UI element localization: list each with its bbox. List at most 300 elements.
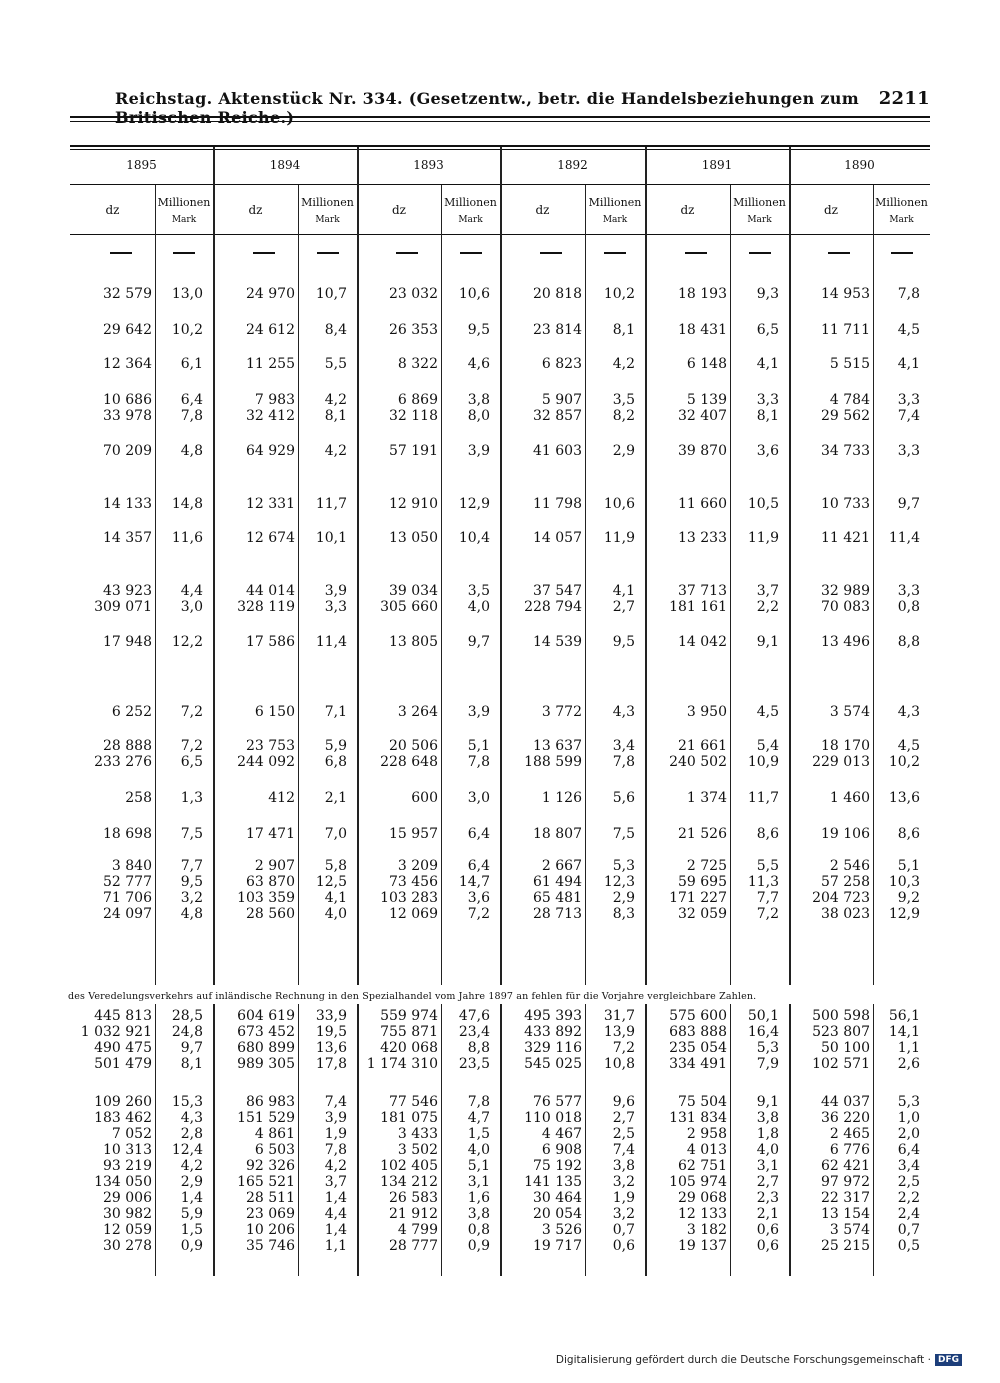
mark-value: 23,5 [458, 1056, 490, 1072]
dz-value: 29 562 [821, 408, 870, 424]
mark-value: 6,4 [467, 858, 490, 874]
dz-value: 76 577 [533, 1094, 582, 1110]
dz-value: 86 983 [246, 1094, 295, 1110]
dz-value: 309 071 [94, 599, 152, 615]
mark-value: 1,9 [324, 1126, 347, 1142]
dz-value: 70 083 [821, 599, 870, 615]
dz-value: 32 059 [678, 906, 727, 922]
mark-value: 9,2 [897, 890, 920, 906]
mark-value: 28,5 [171, 1008, 203, 1024]
mark-value: 9,3 [756, 286, 779, 302]
millionen-mark-header [298, 196, 357, 225]
dz-value: 32 118 [389, 408, 438, 424]
dz-value: 15 957 [389, 826, 438, 842]
mark-value: 4,3 [180, 1110, 203, 1126]
mark-value: 2,1 [324, 790, 347, 806]
mark-value: 7,8 [897, 286, 920, 302]
dz-value: 4 799 [397, 1222, 438, 1238]
dz-value: 12 133 [678, 1206, 727, 1222]
mark-value: 3,2 [612, 1174, 635, 1190]
dz-value: 23 069 [246, 1206, 295, 1222]
dz-value: 3 840 [111, 858, 152, 874]
dz-value: 17 586 [246, 634, 295, 650]
mark-value: 1,1 [897, 1040, 920, 1056]
dz-value: 24 097 [103, 906, 152, 922]
dz-value: 235 054 [669, 1040, 727, 1056]
millionen-label: Millionen [733, 196, 786, 209]
dz-value: 11 660 [678, 496, 727, 512]
mark-value: 12,2 [171, 634, 203, 650]
dz-value: 495 393 [524, 1008, 582, 1024]
dz-value: 73 456 [389, 874, 438, 890]
header-rule-thin [70, 121, 930, 122]
dz-value: 10 733 [821, 496, 870, 512]
mark-value: 3,1 [756, 1158, 779, 1174]
mark-label: Mark [458, 215, 483, 225]
mark-value: 8,6 [897, 826, 920, 842]
dz-value: 71 706 [103, 890, 152, 906]
mark-value: 1,1 [324, 1238, 347, 1254]
dz-value: 12 910 [389, 496, 438, 512]
dz-value: 29 068 [678, 1190, 727, 1206]
dz-value: 14 133 [103, 496, 152, 512]
mark-value: 8,2 [612, 408, 635, 424]
dz-value: 18 431 [678, 322, 727, 338]
header-title: Reichstag. Aktenstück Nr. 334. (Gesetzentw., betr. die Handelsbeziehungen zum [115, 89, 859, 108]
millionen-label: Millionen [588, 196, 642, 209]
mark-value: 31,7 [603, 1008, 635, 1024]
dz-value: 61 494 [533, 874, 582, 890]
dz-value: 131 834 [669, 1110, 727, 1126]
dz-value: 141 135 [524, 1174, 582, 1190]
mark-value: 14,7 [458, 874, 490, 890]
mark-value: 4,2 [324, 392, 347, 408]
year-header: 1891 [701, 158, 733, 172]
dfg-logo: DFG [935, 1354, 962, 1366]
mark-value: 2,4 [897, 1206, 920, 1222]
mark-value: 23,4 [458, 1024, 490, 1040]
dz-value: 12 674 [246, 530, 295, 546]
mark-value: 50,1 [747, 1008, 779, 1024]
dz-value: 17 948 [103, 634, 152, 650]
dz-value: 20 054 [533, 1206, 582, 1222]
dz-value: 11 421 [821, 530, 870, 546]
mark-value: 4,7 [467, 1110, 490, 1126]
mark-value: 4,4 [180, 583, 203, 599]
mark-value: 5,4 [756, 738, 779, 754]
dz-value: 4 784 [829, 392, 870, 408]
dz-value: 13 050 [389, 530, 438, 546]
mark-value: 1,5 [180, 1222, 203, 1238]
dz-value: 151 529 [237, 1110, 295, 1126]
dash-mark [173, 252, 195, 254]
dz-value: 28 888 [103, 738, 152, 754]
mark-value: 4,2 [324, 1158, 347, 1174]
mark-value: 3,2 [612, 1206, 635, 1222]
mark-value: 7,2 [180, 738, 203, 754]
mark-value: 7,8 [612, 754, 635, 770]
dz-value: 33 978 [103, 408, 152, 424]
dz-value: 32 989 [821, 583, 870, 599]
dz-value: 188 599 [524, 754, 582, 770]
mark-value: 4,3 [897, 704, 920, 720]
dz-value: 17 471 [246, 826, 295, 842]
mark-value: 3,7 [324, 1174, 347, 1190]
mark-value: 47,6 [458, 1008, 490, 1024]
dz-value: 3 574 [829, 704, 870, 720]
dz-value: 13 496 [821, 634, 870, 650]
dash-mark [317, 252, 339, 254]
mark-value: 10,7 [315, 286, 347, 302]
dz-value: 41 603 [533, 443, 582, 459]
mark-value: 4,2 [612, 356, 635, 372]
year-header: 1894 [269, 158, 301, 172]
dz-value: 680 899 [237, 1040, 295, 1056]
dz-value: 500 598 [812, 1008, 870, 1024]
dz-value: 10 686 [103, 392, 152, 408]
mark-label: Mark [889, 215, 914, 225]
mark-value: 4,8 [180, 443, 203, 459]
dz-value: 328 119 [237, 599, 295, 615]
dz-value: 29 642 [103, 322, 152, 338]
dz-value: 228 794 [524, 599, 582, 615]
mark-value: 5,8 [324, 858, 347, 874]
dz-value: 6 823 [541, 356, 582, 372]
dz-value: 673 452 [237, 1024, 295, 1040]
dz-value: 28 777 [389, 1238, 438, 1254]
mark-value: 7,1 [324, 704, 347, 720]
mark-value: 4,1 [756, 356, 779, 372]
year-header: 1893 [413, 158, 444, 172]
mark-value: 6,4 [467, 826, 490, 842]
dz-value: 181 075 [380, 1110, 438, 1126]
dz-value: 3 772 [541, 704, 582, 720]
mark-value: 4,5 [897, 738, 920, 754]
mark-value: 4,5 [897, 322, 920, 338]
mark-value: 7,8 [180, 408, 203, 424]
dz-value: 39 034 [389, 583, 438, 599]
dz-value: 600 [411, 790, 438, 806]
mark-value: 0,6 [612, 1238, 635, 1254]
mark-value: 9,7 [180, 1040, 203, 1056]
dz-value: 204 723 [812, 890, 870, 906]
dz-value: 575 600 [669, 1008, 727, 1024]
dz-value: 523 807 [812, 1024, 870, 1040]
dz-value: 3 574 [829, 1222, 870, 1238]
dz-value: 30 278 [103, 1238, 152, 1254]
dz-value: 433 892 [524, 1024, 582, 1040]
mark-value: 0,6 [756, 1238, 779, 1254]
dz-value: 24 970 [246, 286, 295, 302]
mark-value: 3,9 [324, 583, 347, 599]
dz-value: 334 491 [669, 1056, 727, 1072]
dz-value: 445 813 [94, 1008, 152, 1024]
mark-value: 3,9 [467, 443, 490, 459]
mark-value: 3,8 [467, 1206, 490, 1222]
mark-label: Mark [602, 215, 628, 225]
dz-header: dz [535, 203, 550, 217]
dz-value: 6 869 [397, 392, 438, 408]
mark-value: 3,8 [467, 392, 490, 408]
mark-value: 0,6 [756, 1222, 779, 1238]
dz-value: 105 974 [669, 1174, 727, 1190]
dz-header: dz [823, 203, 838, 217]
mark-value: 15,3 [171, 1094, 203, 1110]
mark-value: 10,5 [747, 496, 779, 512]
mark-value: 2,9 [612, 890, 635, 906]
dz-value: 28 713 [533, 906, 582, 922]
dash-mark [540, 252, 562, 254]
dz-value: 10 313 [103, 1142, 152, 1158]
dz-value: 11 711 [821, 322, 870, 338]
mark-value: 9,7 [897, 496, 920, 512]
dz-header: dz [105, 203, 120, 217]
dz-value: 65 481 [533, 890, 582, 906]
mark-value: 3,6 [467, 890, 490, 906]
mark-value: 9,6 [612, 1094, 635, 1110]
header-rule [70, 116, 930, 118]
dz-value: 35 746 [246, 1238, 295, 1254]
mark-value: 7,5 [180, 826, 203, 842]
mark-value: 6,5 [180, 754, 203, 770]
dash-mark [604, 252, 626, 254]
mark-value: 4,4 [324, 1206, 347, 1222]
dz-value: 59 695 [678, 874, 727, 890]
dz-value: 258 [125, 790, 152, 806]
mark-value: 11,4 [888, 530, 920, 546]
mark-value: 5,1 [467, 1158, 490, 1174]
dz-value: 102 405 [380, 1158, 438, 1174]
mark-value: 10,2 [888, 754, 920, 770]
dz-value: 97 972 [821, 1174, 870, 1190]
dash-mark [460, 252, 482, 254]
mark-value: 8,8 [897, 634, 920, 650]
mark-value: 6,5 [756, 322, 779, 338]
dz-value: 1 126 [541, 790, 582, 806]
mark-value: 7,5 [612, 826, 635, 842]
dz-value: 165 521 [237, 1174, 295, 1190]
dz-value: 4 861 [254, 1126, 295, 1142]
dz-header: dz [391, 203, 406, 217]
dash-mark [891, 252, 913, 254]
mark-value: 19,5 [315, 1024, 347, 1040]
dz-value: 57 258 [821, 874, 870, 890]
mark-value: 3,0 [180, 599, 203, 615]
dz-value: 43 923 [103, 583, 152, 599]
mark-value: 10,6 [458, 286, 490, 302]
dz-value: 93 219 [103, 1158, 152, 1174]
mark-value: 11,7 [315, 496, 347, 512]
mark-value: 24,8 [171, 1024, 203, 1040]
mark-value: 11,7 [747, 790, 779, 806]
dz-value: 30 464 [533, 1190, 582, 1206]
mark-value: 2,6 [897, 1056, 920, 1072]
mark-value: 3,9 [324, 1110, 347, 1126]
dz-value: 3 526 [541, 1222, 582, 1238]
dz-value: 2 667 [541, 858, 582, 874]
mark-value: 10,9 [747, 754, 779, 770]
mark-value: 2,9 [180, 1174, 203, 1190]
millionen-label: Millionen [875, 196, 928, 209]
mark-value: 0,8 [467, 1222, 490, 1238]
dz-value: 545 025 [524, 1056, 582, 1072]
mark-value: 11,9 [603, 530, 635, 546]
dz-value: 63 870 [246, 874, 295, 890]
mark-value: 2,8 [180, 1126, 203, 1142]
dz-value: 30 982 [103, 1206, 152, 1222]
dz-value: 7 052 [111, 1126, 152, 1142]
dz-value: 18 193 [678, 286, 727, 302]
dz-value: 2 958 [686, 1126, 727, 1142]
dz-value: 50 100 [821, 1040, 870, 1056]
mark-value: 10,3 [888, 874, 920, 890]
mark-value: 4,5 [756, 704, 779, 720]
mark-value: 4,1 [324, 890, 347, 906]
dz-value: 6 148 [686, 356, 727, 372]
year-header: 1892 [557, 158, 588, 172]
mark-value: 10,2 [171, 322, 203, 338]
dz-value: 75 192 [533, 1158, 582, 1174]
dz-value: 233 276 [94, 754, 152, 770]
dash-mark [110, 252, 132, 254]
dz-value: 19 717 [533, 1238, 582, 1254]
dz-value: 229 013 [812, 754, 870, 770]
dz-value: 102 571 [812, 1056, 870, 1072]
dz-value: 39 870 [678, 443, 727, 459]
mark-value: 13,6 [315, 1040, 347, 1056]
dz-value: 23 814 [533, 322, 582, 338]
mark-value: 0,5 [897, 1238, 920, 1254]
dz-value: 134 050 [94, 1174, 152, 1190]
mark-value: 9,5 [467, 322, 490, 338]
dz-value: 12 364 [103, 356, 152, 372]
mark-value: 11,3 [747, 874, 779, 890]
mark-value: 56,1 [888, 1008, 920, 1024]
dz-value: 5 907 [541, 392, 582, 408]
dz-value: 14 357 [103, 530, 152, 546]
mark-value: 7,8 [324, 1142, 347, 1158]
mark-label: Mark [315, 215, 340, 225]
mark-value: 5,3 [756, 1040, 779, 1056]
dash-mark [685, 252, 707, 254]
mark-value: 7,7 [180, 858, 203, 874]
dz-value: 2 725 [686, 858, 727, 874]
dz-value: 1 460 [829, 790, 870, 806]
mark-value: 10,4 [458, 530, 490, 546]
mark-value: 1,3 [180, 790, 203, 806]
mark-value: 0,8 [897, 599, 920, 615]
dz-value: 57 191 [389, 443, 438, 459]
mark-value: 8,6 [756, 826, 779, 842]
mark-value: 7,2 [612, 1040, 635, 1056]
dz-value: 3 264 [397, 704, 438, 720]
dz-value: 64 929 [246, 443, 295, 459]
dz-value: 103 359 [237, 890, 295, 906]
mark-value: 2,5 [897, 1174, 920, 1190]
dz-value: 181 161 [669, 599, 727, 615]
dz-value: 29 006 [103, 1190, 152, 1206]
dz-value: 44 014 [246, 583, 295, 599]
dz-value: 23 032 [389, 286, 438, 302]
dz-value: 6 503 [254, 1142, 295, 1158]
dz-value: 19 137 [678, 1238, 727, 1254]
mark-value: 2,9 [612, 443, 635, 459]
mark-value: 6,8 [324, 754, 347, 770]
mark-value: 2,1 [756, 1206, 779, 1222]
dz-value: 62 421 [821, 1158, 870, 1174]
mark-value: 7,4 [897, 408, 920, 424]
mark-value: 17,8 [315, 1056, 347, 1072]
mark-value: 5,1 [897, 858, 920, 874]
mark-value: 1,4 [180, 1190, 203, 1206]
mark-value: 8,1 [756, 408, 779, 424]
mark-value: 7,0 [324, 826, 347, 842]
dz-value: 13 233 [678, 530, 727, 546]
mark-value: 7,4 [612, 1142, 635, 1158]
millionen-label: Millionen [444, 196, 497, 209]
dz-value: 34 733 [821, 443, 870, 459]
dz-value: 3 182 [686, 1222, 727, 1238]
mark-value: 13,9 [603, 1024, 635, 1040]
dz-value: 19 106 [821, 826, 870, 842]
mark-value: 7,4 [324, 1094, 347, 1110]
mark-value: 4,2 [324, 443, 347, 459]
millionen-mark-header [873, 196, 930, 225]
dz-value: 13 637 [533, 738, 582, 754]
dz-value: 2 465 [829, 1126, 870, 1142]
dz-value: 109 260 [94, 1094, 152, 1110]
mark-value: 1,0 [897, 1110, 920, 1126]
mark-value: 0,7 [612, 1222, 635, 1238]
mark-value: 5,9 [180, 1206, 203, 1222]
dz-value: 228 648 [380, 754, 438, 770]
dz-value: 20 506 [389, 738, 438, 754]
mark-value: 2,0 [897, 1126, 920, 1142]
dz-value: 6 908 [541, 1142, 582, 1158]
mark-value: 1,4 [324, 1190, 347, 1206]
mark-value: 0,9 [467, 1238, 490, 1254]
millionen-mark-header [730, 196, 789, 225]
mark-value: 8,8 [467, 1040, 490, 1056]
mark-label: Mark [171, 215, 197, 225]
mark-value: 5,5 [324, 356, 347, 372]
mark-value: 12,3 [603, 874, 635, 890]
dz-value: 5 139 [686, 392, 727, 408]
mark-value: 6,4 [897, 1142, 920, 1158]
mark-value: 33,9 [315, 1008, 347, 1024]
mark-value: 8,0 [467, 408, 490, 424]
dz-value: 11 798 [533, 496, 582, 512]
mark-value: 4,8 [180, 906, 203, 922]
mark-value: 7,2 [180, 704, 203, 720]
mark-value: 3,5 [612, 392, 635, 408]
dz-value: 12 331 [246, 496, 295, 512]
mark-value: 6,4 [180, 392, 203, 408]
mark-value: 3,4 [897, 1158, 920, 1174]
mark-value: 2,7 [612, 599, 635, 615]
mark-value: 7,9 [756, 1056, 779, 1072]
dz-value: 4 467 [541, 1126, 582, 1142]
mark-value: 5,5 [756, 858, 779, 874]
dash-mark [396, 252, 418, 254]
mark-value: 9,7 [467, 634, 490, 650]
dz-value: 21 661 [678, 738, 727, 754]
dz-value: 21 912 [389, 1206, 438, 1222]
mark-value: 9,1 [756, 634, 779, 650]
mark-value: 8,3 [612, 906, 635, 922]
mark-value: 3,3 [324, 599, 347, 615]
mark-value: 3,8 [612, 1158, 635, 1174]
